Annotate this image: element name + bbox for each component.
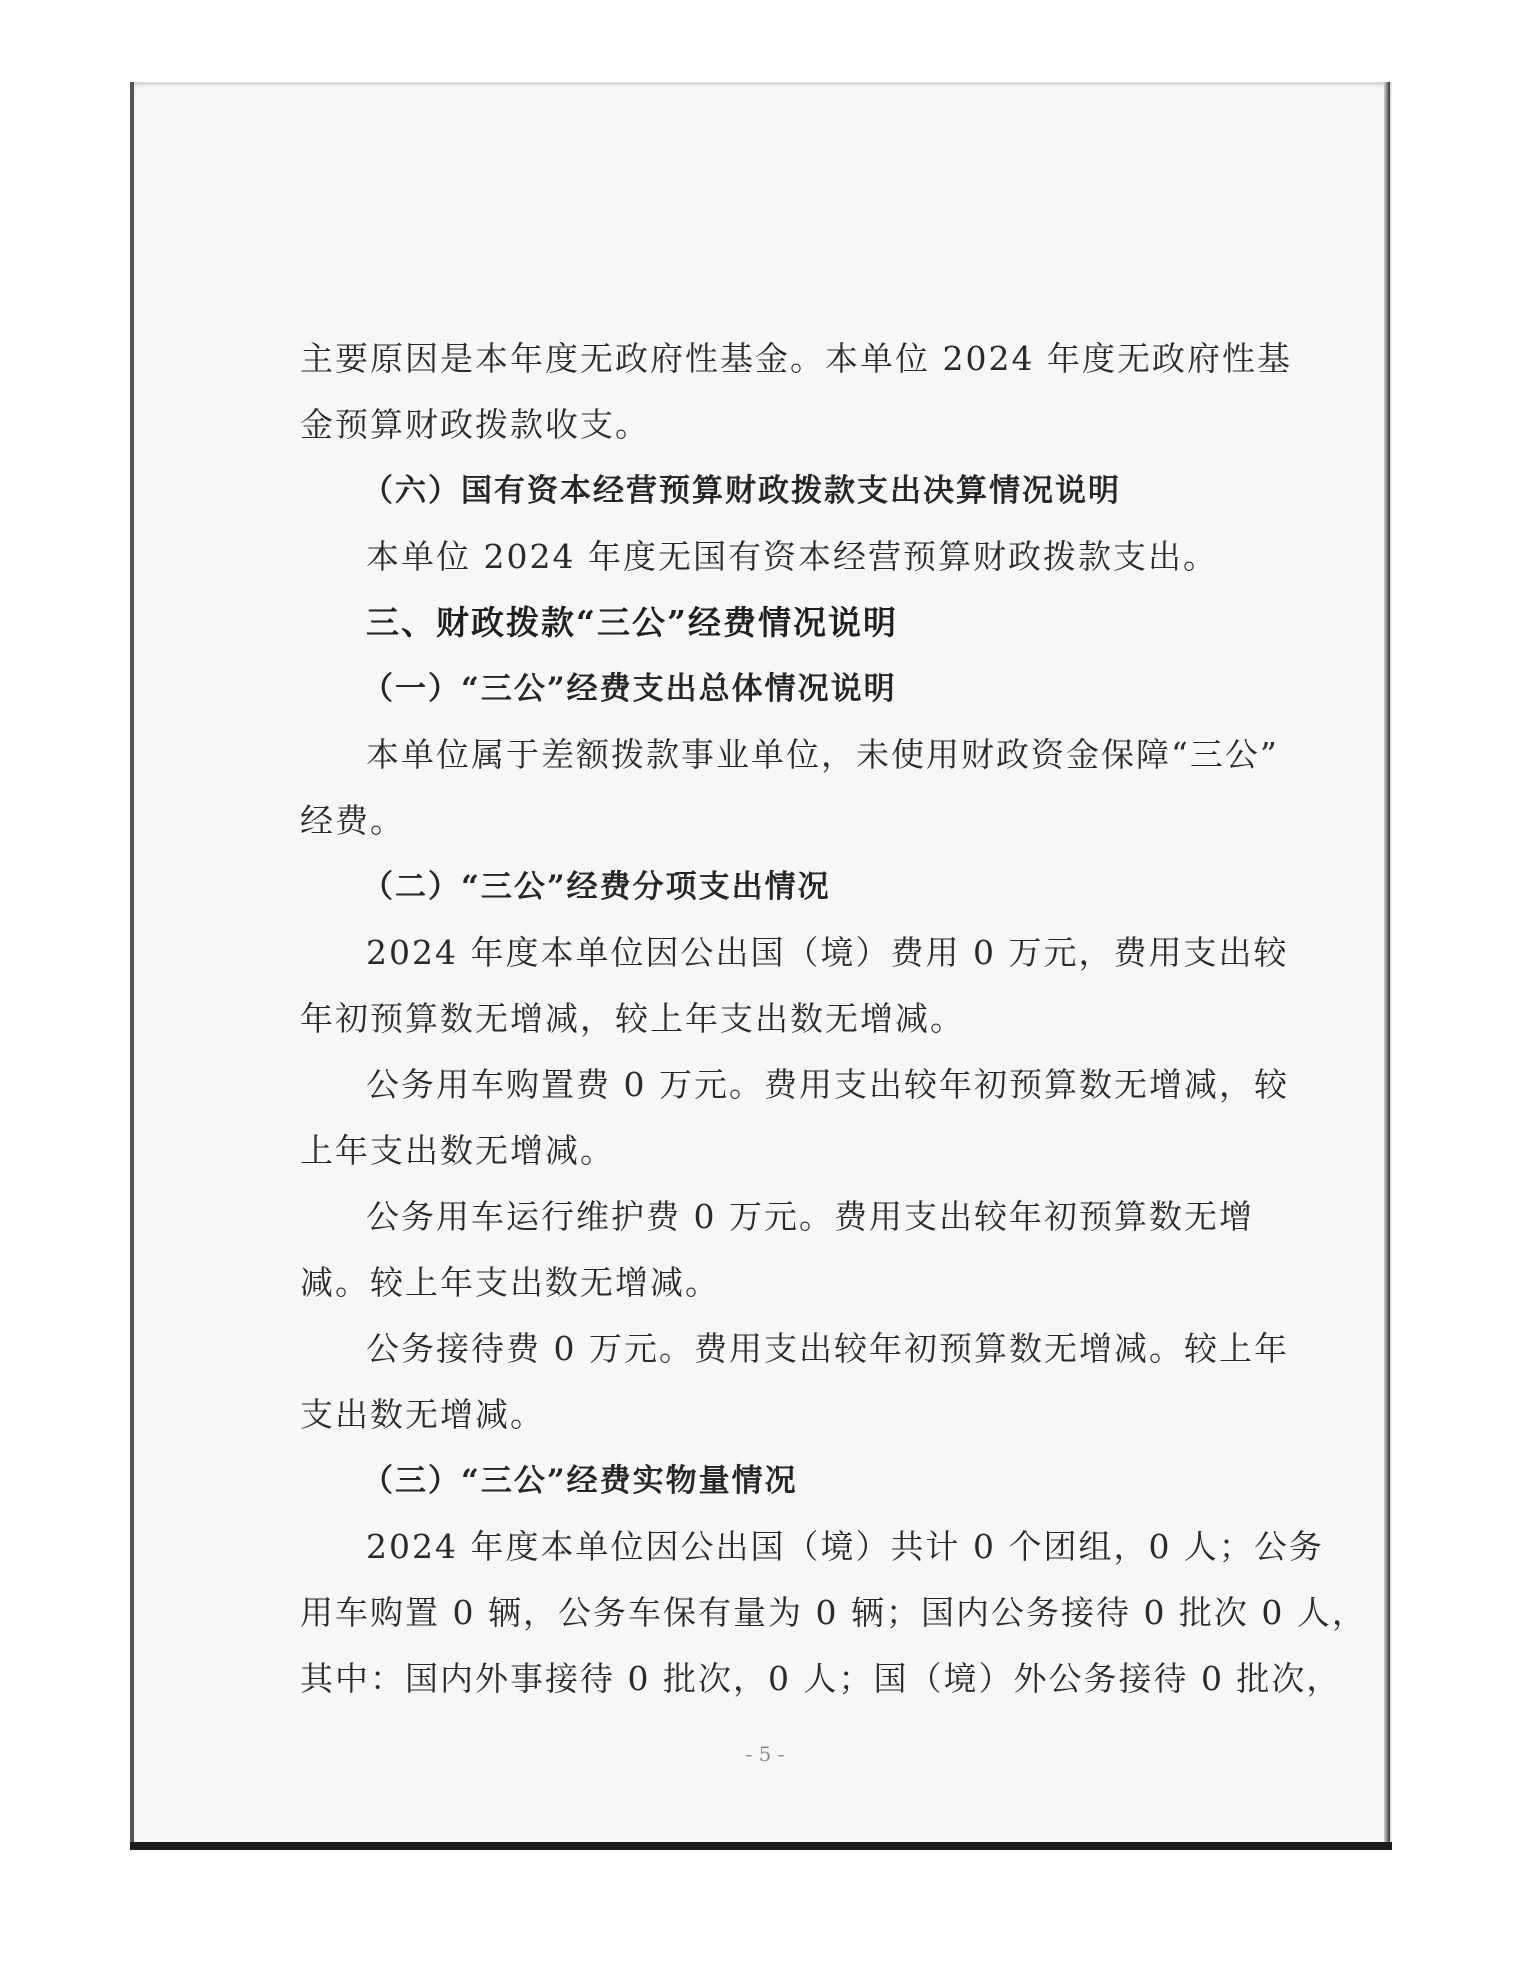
body-text-line: 公务用车购置费 0 万元。费用支出较年初预算数无增减，较 (366, 1065, 1289, 1104)
body-text-line: 2024 年度本单位因公出国（境）费用 0 万元，费用支出较 (366, 933, 1289, 972)
body-text-line: 上年支出数无增减。 (300, 1131, 615, 1170)
body-text-line: 金预算财政拨款收支。 (300, 405, 650, 444)
page-right-edge (1384, 82, 1390, 1850)
page-left-edge (130, 82, 134, 1850)
body-text-line: 本单位属于差额拨款事业单位，未使用财政资金保障“三公” (366, 735, 1279, 774)
body-text-line: 本单位 2024 年度无国有资本经营预算财政拨款支出。 (366, 537, 1218, 576)
body-text-line: 年初预算数无增减，较上年支出数无增减。 (300, 999, 965, 1038)
page-top-edge (134, 82, 1386, 85)
body-text-line: 用车购置 0 辆，公务车保有量为 0 辆；国内公务接待 0 批次 0 人， (300, 1593, 1367, 1632)
section-heading-three: 三、财政拨款“三公”经费情况说明 (366, 603, 898, 642)
body-text-line: 2024 年度本单位因公出国（境）共计 0 个团组，0 人；公务 (366, 1527, 1324, 1566)
subsection-heading-one: （一）“三公”经费支出总体情况说明 (362, 671, 897, 707)
body-text-line: 减。较上年支出数无增减。 (300, 1263, 720, 1302)
subsection-heading-two: （二）“三公”经费分项支出情况 (362, 869, 831, 905)
page-bottom-edge (130, 1842, 1392, 1850)
body-text-line: 公务接待费 0 万元。费用支出较年初预算数无增减。较上年 (366, 1329, 1289, 1368)
body-text-line: 其中：国内外事接待 0 批次，0 人；国（境）外公务接待 0 批次， (300, 1659, 1342, 1698)
document-body (300, 326, 1367, 1712)
body-text-line: 主要原因是本年度无政府性基金。本单位 2024 年度无政府性基 (300, 339, 1292, 378)
section-heading-six: （六）国有资本经营预算财政拨款支出决算情况说明 (362, 473, 1121, 509)
body-text-line: 公务用车运行维护费 0 万元。费用支出较年初预算数无增 (366, 1197, 1254, 1236)
body-text-line: 支出数无增减。 (300, 1395, 545, 1434)
subsection-heading-three: （三）“三公”经费实物量情况 (362, 1463, 798, 1499)
page-number: - 5 - (745, 1742, 785, 1766)
body-text-line: 经费。 (300, 801, 405, 840)
